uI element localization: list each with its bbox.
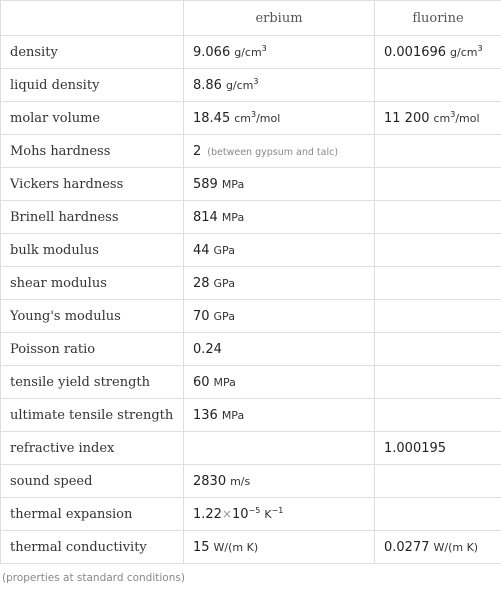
erbium-value-cell xyxy=(184,432,375,465)
value-unit: m/s xyxy=(230,475,251,488)
table-row xyxy=(1,234,501,267)
erbium-value-cell xyxy=(184,69,375,102)
property-label: Young's modulus xyxy=(1,300,184,333)
table-row xyxy=(1,333,501,366)
fluorine-value-cell xyxy=(375,135,501,168)
fluorine-value-cell xyxy=(375,168,501,201)
table-row xyxy=(1,465,501,498)
value-number: 9.066 xyxy=(193,45,231,60)
property-label: ultimate tensile strength xyxy=(1,399,184,432)
erbium-value-cell xyxy=(184,36,375,69)
property-label: Mohs hardness xyxy=(1,135,184,168)
value-number: 8.86 xyxy=(193,78,222,93)
value-unit: MPa xyxy=(221,178,245,191)
value-number: 814 xyxy=(193,210,218,225)
erbium-value-cell xyxy=(184,366,375,399)
property-label: thermal conductivity xyxy=(1,531,184,564)
erbium-value-cell xyxy=(184,498,375,531)
table-row xyxy=(1,366,501,399)
table-row xyxy=(1,102,501,135)
value-number: 0.001696 xyxy=(384,45,447,60)
value-number: 15 xyxy=(193,540,210,555)
fluorine-value-cell xyxy=(375,300,501,333)
table-row xyxy=(1,135,501,168)
table-row xyxy=(1,36,501,69)
value-number: 2830 xyxy=(193,474,227,489)
value-number: 11 200 xyxy=(384,111,430,126)
erbium-value-cell xyxy=(184,300,375,333)
power-base: 10 xyxy=(232,507,249,522)
value-number: 2 xyxy=(193,144,202,159)
property-label: tensile yield strength xyxy=(1,366,184,399)
erbium-value-cell xyxy=(184,168,375,201)
power-exponent: −5 xyxy=(248,506,261,515)
header-row xyxy=(1,1,501,36)
fluorine-value-cell xyxy=(375,69,501,102)
value-unit: GPa xyxy=(213,310,235,323)
table-row xyxy=(1,69,501,102)
property-label: shear modulus xyxy=(1,267,184,300)
property-label: Poisson ratio xyxy=(1,333,184,366)
fluorine-value-cell xyxy=(375,366,501,399)
value-unit: g/cm xyxy=(225,79,254,92)
erbium-value-cell xyxy=(184,201,375,234)
value-unit: GPa xyxy=(213,244,235,257)
value-unit-suffix: /mol xyxy=(256,112,281,125)
value-unit: W/(m K) xyxy=(433,541,479,554)
value-number: 28 xyxy=(193,276,210,291)
value-unit-suffix: /mol xyxy=(455,112,480,125)
unit-exponent: 3 xyxy=(253,77,259,86)
fluorine-value-cell xyxy=(375,234,501,267)
table-row xyxy=(1,300,501,333)
value-unit: GPa xyxy=(213,277,235,290)
table-row xyxy=(1,267,501,300)
table-row xyxy=(1,168,501,201)
value-unit: K xyxy=(264,508,272,521)
value-unit: MPa xyxy=(221,211,245,224)
times-sign: × xyxy=(221,507,233,521)
table-row xyxy=(1,201,501,234)
property-label: molar volume xyxy=(1,102,184,135)
value-unit: g/cm xyxy=(234,46,262,59)
erbium-value-cell xyxy=(184,234,375,267)
erbium-value-cell xyxy=(184,102,375,135)
unit-exponent: 3 xyxy=(261,44,267,53)
erbium-value-cell xyxy=(184,135,375,168)
value-number: 136 xyxy=(193,408,218,423)
value-unit: W/(m K) xyxy=(213,541,259,554)
erbium-value-cell xyxy=(184,333,375,366)
value-note: (between gypsum and talc) xyxy=(207,147,339,158)
value-unit: MPa xyxy=(213,376,236,389)
value-unit: cm xyxy=(234,112,251,125)
property-label: Vickers hardness xyxy=(1,168,184,201)
unit-exponent: 3 xyxy=(450,110,456,119)
value-number: 1.22 xyxy=(193,507,222,522)
fluorine-value-cell xyxy=(375,267,501,300)
fluorine-value-cell xyxy=(375,531,501,564)
property-label: bulk modulus xyxy=(1,234,184,267)
erbium-value-cell xyxy=(184,399,375,432)
fluorine-value-cell xyxy=(375,399,501,432)
fluorine-value-cell xyxy=(375,498,501,531)
erbium-value-cell xyxy=(184,465,375,498)
footnote: (properties at standard conditions) xyxy=(2,572,185,584)
value-unit: cm xyxy=(433,112,451,125)
value-unit: MPa xyxy=(221,409,245,422)
erbium-value-cell xyxy=(184,267,375,300)
header-erbium: erbium xyxy=(184,1,375,36)
erbium-value-cell xyxy=(184,531,375,564)
fluorine-value-cell xyxy=(375,201,501,234)
property-label: density xyxy=(1,36,184,69)
fluorine-value-cell xyxy=(375,432,501,465)
unit-exponent: −1 xyxy=(271,506,284,515)
value-number: 70 xyxy=(193,309,210,324)
table-row xyxy=(1,531,501,564)
value-number: 60 xyxy=(193,375,210,390)
fluorine-value-cell xyxy=(375,36,501,69)
property-label: Brinell hardness xyxy=(1,201,184,234)
table-row xyxy=(1,498,501,531)
property-label: sound speed xyxy=(1,465,184,498)
value-number: 589 xyxy=(193,177,218,192)
fluorine-value-cell xyxy=(375,102,501,135)
property-label: refractive index xyxy=(1,432,184,465)
table-row xyxy=(1,432,501,465)
value-number: 0.0277 xyxy=(384,540,430,555)
header-empty-cell xyxy=(1,1,184,36)
property-label: liquid density xyxy=(1,69,184,102)
unit-exponent: 3 xyxy=(250,110,257,119)
value-number: 0.24 xyxy=(193,342,222,357)
value-number: 1.000195 xyxy=(384,441,447,456)
fluorine-value-cell xyxy=(375,465,501,498)
unit-exponent: 3 xyxy=(477,44,483,53)
fluorine-value-cell xyxy=(375,333,501,366)
value-number: 18.45 xyxy=(193,111,231,126)
property-label: thermal expansion xyxy=(1,498,184,531)
table-row xyxy=(1,399,501,432)
value-unit: g/cm xyxy=(450,46,478,59)
value-number: 44 xyxy=(193,243,210,258)
header-fluorine: fluorine xyxy=(375,1,501,36)
